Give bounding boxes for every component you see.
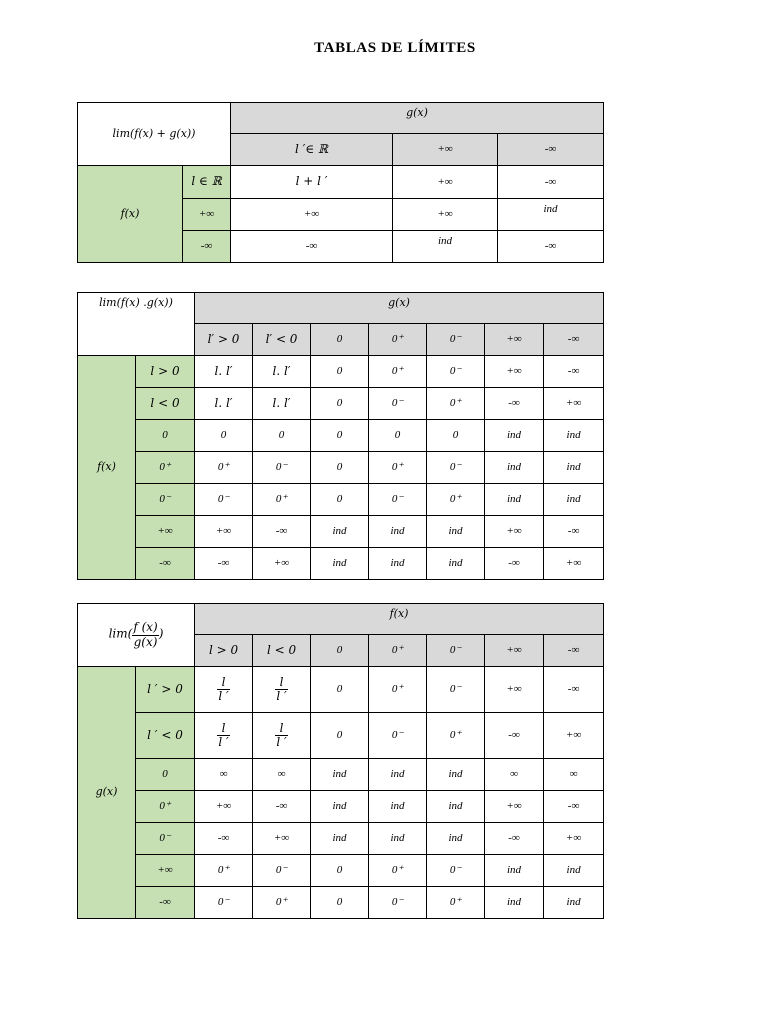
table1-row-header: f(x) xyxy=(78,166,183,263)
fraction-numerator: l xyxy=(275,676,287,690)
table3-cell: 0⁺ xyxy=(369,855,427,887)
table2-cell: l. l′ xyxy=(253,388,311,420)
table3-cell: 0⁺ xyxy=(369,667,427,713)
table2-cell: 0⁺ xyxy=(427,388,485,420)
table3-column-header: l < 0 xyxy=(253,635,311,667)
table2-cell: 0⁻ xyxy=(253,452,311,484)
table3-cell: 0⁺ xyxy=(195,855,253,887)
table2-cell: +∞ xyxy=(195,516,253,548)
table2-cell: 0⁻ xyxy=(369,484,427,516)
table3-cell: ∞ xyxy=(253,759,311,791)
table2-cell: 0 xyxy=(369,420,427,452)
fraction xyxy=(275,676,287,703)
table3-cell: 0 xyxy=(311,713,369,759)
table1-cell: -∞ xyxy=(498,166,604,199)
table3-fraction-cell xyxy=(253,713,311,759)
table3-cell: +∞ xyxy=(544,823,604,855)
table3-cell: +∞ xyxy=(253,823,311,855)
table3-corner-suffix: ) xyxy=(158,627,164,641)
table1-cell: ind xyxy=(498,199,604,231)
table3-fraction-cell xyxy=(195,667,253,713)
table2-row-label: l < 0 xyxy=(136,388,195,420)
table1-row-label: -∞ xyxy=(183,231,231,263)
table1-cell: -∞ xyxy=(231,231,393,263)
table3-row xyxy=(78,855,604,887)
table2-column-header: 0 xyxy=(311,324,369,356)
table3-column-header: 0 xyxy=(311,635,369,667)
table2-cell: 0⁻ xyxy=(195,484,253,516)
table2-row xyxy=(78,356,604,388)
table1-column-header: -∞ xyxy=(498,134,604,166)
fraction xyxy=(217,676,229,703)
table2-cell: 0 xyxy=(427,420,485,452)
table2-row-label: 0⁺ xyxy=(136,452,195,484)
table3-column-header: l > 0 xyxy=(195,635,253,667)
table3-cell: 0⁻ xyxy=(253,855,311,887)
table2-corner: lim(f(x) .g(x)) xyxy=(78,293,195,356)
table1-column-header: l ′∈ ℝ xyxy=(231,134,393,166)
table2-cell: ind xyxy=(544,484,604,516)
fraction-numerator: l xyxy=(217,722,229,736)
table2-cell: 0⁺ xyxy=(369,452,427,484)
table2-cell: ind xyxy=(311,548,369,580)
table3-row-label: 0⁺ xyxy=(136,791,195,823)
table3-cell: ind xyxy=(369,791,427,823)
table3-column-header: 0⁻ xyxy=(427,635,485,667)
table3-cell: +∞ xyxy=(544,713,604,759)
table3-cell: ind xyxy=(311,791,369,823)
table3-cell: ind xyxy=(544,855,604,887)
table3-row xyxy=(78,791,604,823)
fraction-denominator: l ′ xyxy=(276,689,287,703)
table2-cell: ind xyxy=(544,452,604,484)
table2-row xyxy=(78,420,604,452)
table1-cell: -∞ xyxy=(498,231,604,263)
table2-cell: ind xyxy=(544,420,604,452)
table2-cell: 0 xyxy=(253,420,311,452)
table3-row-label: 0 xyxy=(136,759,195,791)
table3-row xyxy=(78,823,604,855)
table3-cell: ind xyxy=(427,759,485,791)
table3-cell: 0⁻ xyxy=(195,887,253,919)
product-limits-table xyxy=(77,292,604,580)
table3-column-header: +∞ xyxy=(485,635,544,667)
table2-col-header: g(x) xyxy=(195,293,604,324)
table2-row-label: +∞ xyxy=(136,516,195,548)
table3-cell: +∞ xyxy=(195,791,253,823)
table2-column-header: +∞ xyxy=(485,324,544,356)
table3-cell: -∞ xyxy=(253,791,311,823)
table3-cell: ind xyxy=(485,855,544,887)
table3-cell: ind xyxy=(485,887,544,919)
fraction-numerator: l xyxy=(275,722,287,736)
table3-cell: 0⁺ xyxy=(253,887,311,919)
table1-cell: +∞ xyxy=(231,199,393,231)
table2-cell: -∞ xyxy=(544,516,604,548)
table2-column-header: l′ > 0 xyxy=(195,324,253,356)
table3-cell: 0⁻ xyxy=(427,855,485,887)
table2-cell: 0⁺ xyxy=(427,484,485,516)
table3-row xyxy=(78,887,604,919)
table2-cell: 0 xyxy=(311,452,369,484)
table3-cell: ind xyxy=(369,759,427,791)
table3-cell: ind xyxy=(427,791,485,823)
table3-corner-numerator: f (x) xyxy=(133,620,158,635)
table2-row xyxy=(78,388,604,420)
table2-cell: l. l′ xyxy=(253,356,311,388)
table2-cell: -∞ xyxy=(253,516,311,548)
table3-cell: ind xyxy=(311,759,369,791)
page-title: TABLAS DE LÍMITES xyxy=(314,40,476,56)
table3-cell: 0 xyxy=(311,667,369,713)
table1-corner: lim(f(x) + g(x)) xyxy=(78,103,231,166)
table1-col-header: g(x) xyxy=(231,103,604,134)
table3-body xyxy=(78,667,604,919)
table2-cell: +∞ xyxy=(485,516,544,548)
table3-row xyxy=(78,667,604,713)
table3-row xyxy=(78,759,604,791)
table2-row-label: 0 xyxy=(136,420,195,452)
table3-cell: -∞ xyxy=(544,791,604,823)
table2-cell: +∞ xyxy=(544,388,604,420)
table2-column-header: l′ < 0 xyxy=(253,324,311,356)
table1-column-header: +∞ xyxy=(393,134,498,166)
table3-cell: 0 xyxy=(311,887,369,919)
fraction-denominator: l ′ xyxy=(276,735,287,749)
table2-body xyxy=(78,356,604,580)
table2-row xyxy=(78,548,604,580)
table2-column-header: 0⁺ xyxy=(369,324,427,356)
table3-row-label: 0⁻ xyxy=(136,823,195,855)
table2-row xyxy=(78,452,604,484)
table2-cell: +∞ xyxy=(544,548,604,580)
table2-cell: 0 xyxy=(311,388,369,420)
table2-cell: l. l′ xyxy=(195,356,253,388)
table1-cell: +∞ xyxy=(393,166,498,199)
table3-row-label: +∞ xyxy=(136,855,195,887)
table3-cell: 0⁻ xyxy=(369,713,427,759)
table3-cell: -∞ xyxy=(485,823,544,855)
table3-cell: ∞ xyxy=(544,759,604,791)
table2-cell: -∞ xyxy=(485,388,544,420)
table2-cell: 0⁻ xyxy=(427,452,485,484)
table2-row-label: l > 0 xyxy=(136,356,195,388)
table3-cell: +∞ xyxy=(485,667,544,713)
table1-cell: +∞ xyxy=(393,199,498,231)
table3-cell: 0⁻ xyxy=(369,887,427,919)
table3-row-label: l ′ < 0 xyxy=(136,713,195,759)
table2-column-header: 0⁻ xyxy=(427,324,485,356)
table3-fraction-cell xyxy=(195,713,253,759)
table1-row-label: +∞ xyxy=(183,199,231,231)
table2-cell: -∞ xyxy=(485,548,544,580)
table2-cell: 0 xyxy=(311,420,369,452)
table2-cell: 0⁺ xyxy=(195,452,253,484)
fraction-numerator: l xyxy=(217,676,229,690)
fraction xyxy=(275,722,287,749)
table2-cell: 0 xyxy=(195,420,253,452)
table2-cell: ind xyxy=(427,516,485,548)
sum-limits-table xyxy=(77,102,604,263)
table3-cell: -∞ xyxy=(544,667,604,713)
table3-col-header: f(x) xyxy=(195,604,604,635)
table2-column-header: -∞ xyxy=(544,324,604,356)
table2-row xyxy=(78,484,604,516)
table2-cell: +∞ xyxy=(253,548,311,580)
table3-row xyxy=(78,713,604,759)
table3-row-header: g(x) xyxy=(78,667,136,919)
table2-cell: ind xyxy=(369,516,427,548)
table3-cell: ∞ xyxy=(485,759,544,791)
table3-cell: ind xyxy=(427,823,485,855)
table2-cell: ind xyxy=(311,516,369,548)
quotient-limits-table xyxy=(77,603,604,919)
table3-row-label: -∞ xyxy=(136,887,195,919)
table2-cell: ind xyxy=(485,484,544,516)
table3-column-header: 0⁺ xyxy=(369,635,427,667)
table3-cell: ind xyxy=(544,887,604,919)
fraction-denominator: l ′ xyxy=(218,735,229,749)
table3-corner-denominator: g(x) xyxy=(133,634,158,649)
table2-row xyxy=(78,516,604,548)
table1-cell: l + l ′ xyxy=(231,166,393,199)
table2-cell: -∞ xyxy=(544,356,604,388)
table3-corner-prefix: lim( xyxy=(108,627,133,641)
table2-cell: -∞ xyxy=(195,548,253,580)
table2-cell: ind xyxy=(369,548,427,580)
table2-cell: ind xyxy=(485,420,544,452)
table1-cell: ind xyxy=(393,231,498,263)
table3-cell: +∞ xyxy=(485,791,544,823)
table3-cell: 0⁺ xyxy=(427,887,485,919)
table3-cell: -∞ xyxy=(485,713,544,759)
table3-corner-fraction xyxy=(132,621,158,648)
table2-cell: 0⁺ xyxy=(253,484,311,516)
table3-cell: 0⁺ xyxy=(427,713,485,759)
table3-cell: 0⁻ xyxy=(427,667,485,713)
table3-cell: -∞ xyxy=(195,823,253,855)
table3-cell: 0 xyxy=(311,855,369,887)
fraction-denominator: l ′ xyxy=(218,689,229,703)
table2-cell: 0⁻ xyxy=(427,356,485,388)
table1-row-label: l ∈ ℝ xyxy=(183,166,231,199)
table3-corner xyxy=(78,604,195,667)
table3-cell: ind xyxy=(311,823,369,855)
table2-cell: ind xyxy=(427,548,485,580)
table3-fraction-cell xyxy=(253,667,311,713)
table3-column-header: -∞ xyxy=(544,635,604,667)
table2-row-label: 0⁻ xyxy=(136,484,195,516)
table2-cell: 0⁺ xyxy=(369,356,427,388)
table2-row-label: -∞ xyxy=(136,548,195,580)
table3-cell: ∞ xyxy=(195,759,253,791)
table3-cell: ind xyxy=(369,823,427,855)
table2-cell: 0 xyxy=(311,484,369,516)
table2-cell: ind xyxy=(485,452,544,484)
fraction xyxy=(217,722,229,749)
table2-cell: 0⁻ xyxy=(369,388,427,420)
table2-cell: +∞ xyxy=(485,356,544,388)
table2-cell: l. l′ xyxy=(195,388,253,420)
table2-cell: 0 xyxy=(311,356,369,388)
table2-row-header: f(x) xyxy=(78,356,136,580)
table3-row-label: l ′ > 0 xyxy=(136,667,195,713)
